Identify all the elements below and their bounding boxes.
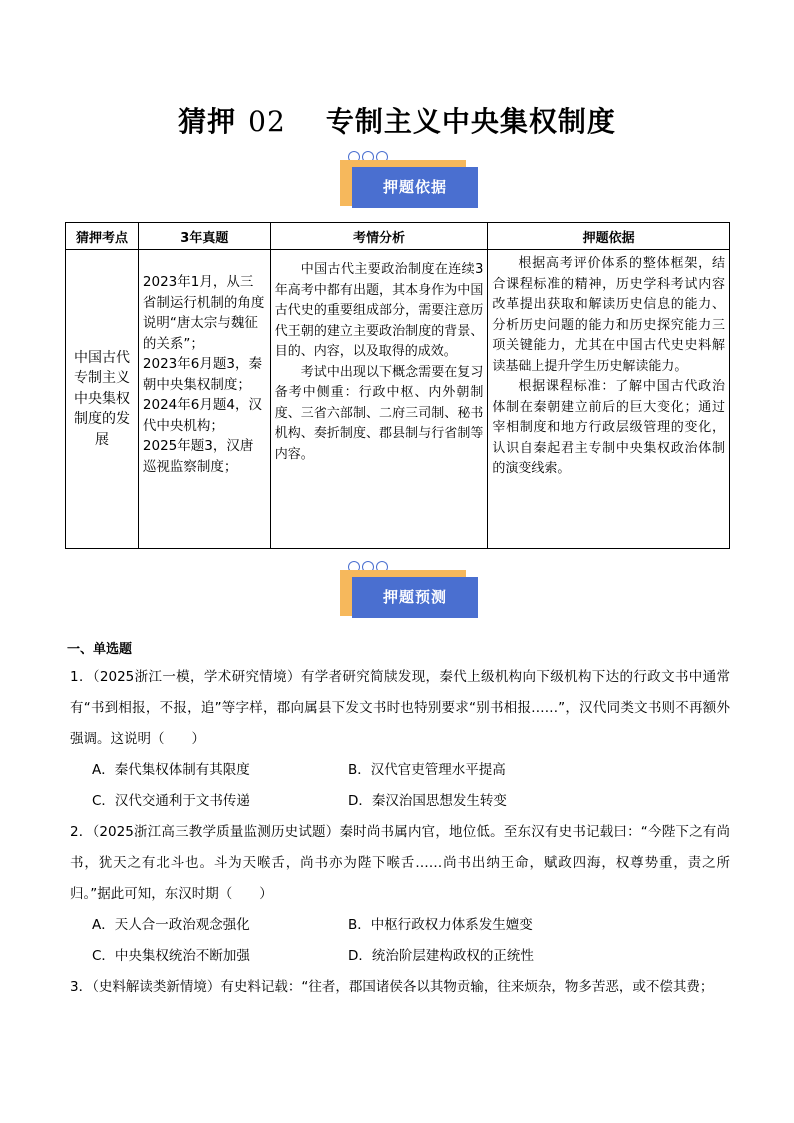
analysis-paragraph: 中国古代主要政治制度在连续3年高考中都有出题，其本身作为中国古代史的重要组成部分，需要注意历代王朝的建立主要政治制度的背景、目的、内容，以及取得的成效。 xyxy=(274,262,484,359)
real-question-item: 2024年6月题4，汉代中央机构； xyxy=(142,397,262,434)
table-header-row xyxy=(66,223,730,250)
option-b[interactable]: B．汉代官吏管理水平提高 xyxy=(348,762,506,778)
real-question-item: 2025年题3，汉唐巡视监察制度； xyxy=(142,438,254,475)
analysis-cell xyxy=(270,250,488,549)
option-d[interactable]: D．统治阶层建构政权的正统性 xyxy=(348,948,534,964)
option-c[interactable]: C．中央集权统治不断加强 xyxy=(92,948,250,964)
option-a[interactable]: A．秦代集权体制有其限度 xyxy=(92,762,250,778)
real-question-item: 2023年1月，从三省制运行机制的角度说明“唐太宗与魏征的关系”； xyxy=(142,274,265,352)
header-analysis: 考情分析 xyxy=(270,223,488,250)
real-question-item: 2023年6月题3，秦朝中央集权制度； xyxy=(142,356,262,393)
basis-paragraph: 根据高考评价体系的整体框架，结合课程标准的精神，历史学科考试内容改革提出获取和解读历史信息的能力、分析历史问题的能力和历史探究能力三项关键能力，尤其在中国古代史史料解读基础上提升学生历史解读能力。 xyxy=(492,256,725,374)
option-a[interactable]: A．天人合一政治观念强化 xyxy=(92,917,250,933)
header-topic: 猜押考点 xyxy=(66,223,139,250)
question-stem: 3．（史料解读类新情境）有史料记载：“往者，郡国诸侯各以其物贡输，往来烦杂，物多苦恶，或不偿其费； xyxy=(70,979,714,995)
forecast-banner xyxy=(338,556,480,622)
header-real-questions: 3年真题 xyxy=(138,223,270,250)
section-title: 一、单选题 xyxy=(67,642,133,657)
option-d[interactable]: D．秦汉治国思想发生转变 xyxy=(348,793,507,809)
header-basis: 押题依据 xyxy=(488,223,730,250)
table-row xyxy=(66,250,730,549)
topic-cell: 中国古代专制主义中央集权制度的发展 xyxy=(66,250,139,549)
forecast-banner-label: 押题预测 xyxy=(352,577,478,618)
option-c[interactable]: C．汉代交通利于文书传递 xyxy=(92,793,250,809)
question-3 xyxy=(70,972,730,1003)
question-1 xyxy=(70,662,730,817)
basis-cell xyxy=(488,250,730,549)
analysis-paragraph: 考试中出现以下概念需要在复习备考中侧重：行政中枢、内外朝制度、三省六部制、二府三司制、秘书机构、奏折制度、郡县制与行省制等内容。 xyxy=(274,364,484,462)
basis-table xyxy=(65,222,730,549)
real-questions-cell xyxy=(138,250,270,549)
basis-banner-label: 押题依据 xyxy=(352,167,478,208)
question-options xyxy=(70,755,730,817)
title-text: 专制主义中央集权制度 xyxy=(325,105,616,138)
basis-paragraph: 根据课程标准：了解中国古代政治体制在秦朝建立前后的巨大变化；通过宰相制度和地方行政层级管理的变化，认识自秦起君主专制中央集权政治体制的演变线索。 xyxy=(492,379,725,476)
question-stem: 2．（2025浙江高三教学质量监测历史试题）秦时尚书属内官，地位低。至东汉有史书记载曰：“今陛下之有尚书，犹天之有北斗也。斗为天喉舌，尚书亦为陛下喉舌……尚书出纳王命，赋政四海，权尊势重，责之所归。”据此可知，东汉时期（ ） xyxy=(70,824,730,902)
option-b[interactable]: B．中枢行政权力体系发生嬗变 xyxy=(348,917,533,933)
basis-banner xyxy=(338,146,480,212)
question-options xyxy=(70,910,730,972)
question-stem: 1．（2025浙江一模，学术研究情境）有学者研究简牍发现，秦代上级机构向下级机构下达的行政文书中通常有“书到相报，不报，追”等字样，郡向属县下发文书时也特别要求“别书相报……”，汉代同类文书则不再额外强调。这说明（ ） xyxy=(70,669,730,747)
title-prefix: 猜押 xyxy=(178,105,237,138)
question-2 xyxy=(70,817,730,972)
page-title xyxy=(0,100,794,140)
title-number: 02 xyxy=(248,105,286,138)
